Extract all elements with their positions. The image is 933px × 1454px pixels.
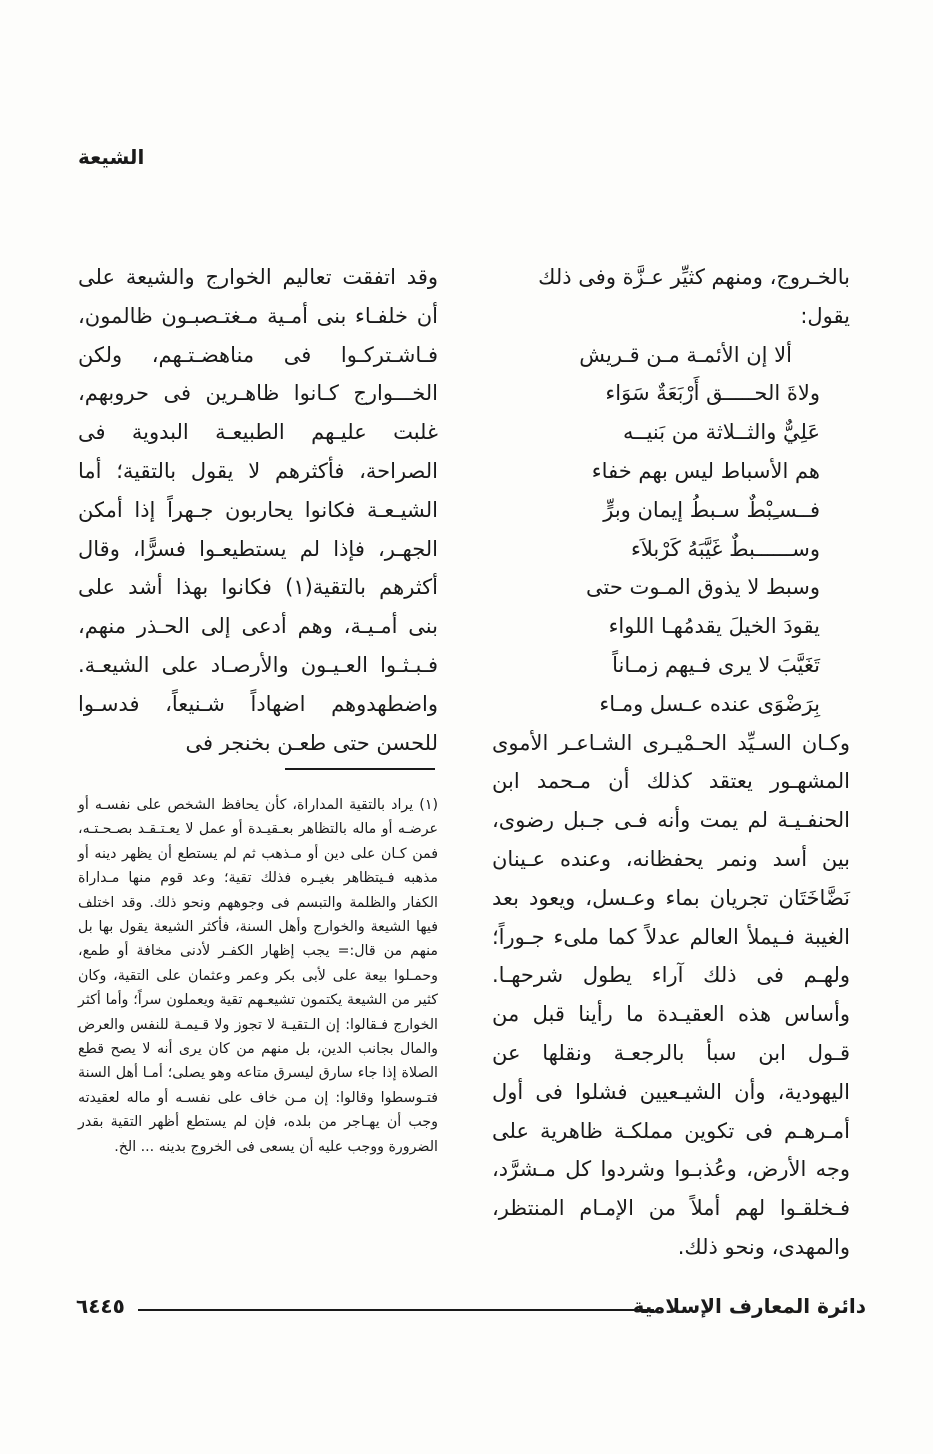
left-column — [78, 258, 438, 762]
poem-line: فــسـِبْطٌ سـبطُ إيمان وبرٍّ — [603, 497, 820, 522]
footnote-separator — [285, 768, 435, 770]
paragraph: وكـان السـيِّد الحـمْيـرى الشـاعـر الأموى المشهـور يعتقد كذلك أن مـحمد ابن الحنفـيـة لم يمت وأنه فـى جـبل رضوى، بين أسد ونمر يحفظانه، وعنده عـينان نَضَّاخَتَان تجريان بماء وعـسل، ويعود بعد الغيبة فـيملأ العالم عدلاً كما ملىء جـوراً؛ ولهـم فى ذلك آراء يطول شرحهـا. وأساس هذه العقيـدة ما رأينا قبل من قـول ابن سبأ بالرجعـة ونقلها عن اليهودية، وأن الشيـعيين فشلوا فى أول أمـرهـم فى تكوين مملكـة ظاهرية على وجه الأرض، وعُذبـوا وشردوا كل مـشرَّد، فـخلقـوا لهم أملاً من الإمـام المنتظر، والمهدى، ونحو ذلك. — [492, 730, 850, 1259]
running-head-title: الشيعة — [78, 145, 145, 169]
footnote — [78, 793, 438, 1159]
intro-line: بالخـروج، ومنهم كثيِّر عـزَّة وفى ذلك — [538, 265, 850, 289]
page-footer — [76, 1292, 866, 1322]
paragraph: وقد اتفقت تعاليم الخوارج والشيعة على أن خلفـاء بنى أمـية مـغتـصبـون ظالمون، فـاشـتركـوا فى مناهضـتـهم، ولكن الخـــوارج كـانوا ظاهـرين فى حروبهم، غلبت عليـهم الطبيعـة البدوية فى الصراحة، فأكثرهم لا يقول بالتقية؛ أما الشيـعـة فكانوا يحاربون جـهراً إذا أمكن الجهـر، فإذا لم يستطيعـوا فسرًّا، وقال أكثرهم بالتقية(١) فكانوا بهذا أشد على بنى أمـيـة، وهم أدعى إلى الحـذر منهم، فـبـثـوا العـيـون والأرصـاد على الشيعـة. واضطهدوهم اضهاداً شـنيعاً، فدسـوا للحسن حتى طعـن بخنجر فى — [78, 265, 438, 755]
poem-line: ألا إن الأئمـة مـن قـريش — [579, 342, 792, 367]
poem-line: تَغَيَّبَ لا يرى فـيهم زمـاناً — [612, 652, 820, 677]
poem-line: هم الأسباط ليس بهم خفاء — [591, 458, 820, 483]
page-number: ٦٤٤٥ — [76, 1294, 125, 1318]
intro-line: يقول: — [800, 303, 850, 328]
poem-line: وســــــبطٌ غَيَّبَهُ كَرْبلاَء — [630, 536, 820, 561]
poem — [492, 336, 850, 724]
running-head — [78, 145, 278, 169]
poem-line: عَلِيٌّ والثــلاثة من بَنيــه — [623, 420, 820, 445]
poem-line: بِرَضْوَى عنده عـسل ومـاء — [599, 691, 820, 716]
footnote-text: (١) يراد بالتقية المداراة، كأن يحافظ الشخص على نفسـه أو عرضـه أو ماله بالتظاهر بعـقيـدة أو عمل لا يعـتـقـد بصـحـتـه، فمن كـان على دين أو مـذهب ثم لم يستطع أن يظهر دينه أو مذهبه فـيتظاهر بغيـره فذلك تقية؛ وعد قوم منها مـداراة الكفار والظلمة والتبسم فى وجوههم ونحو ذلك. وقد اختلف فيها الشيعة والخوارج وأهل السنة، فأكثر الشيعة يقول بها بل منهم من قال:= يجب إظهار الكفـر لأدنى مخافة أو طمع، وحمـلوا بيعة على لأبى بكر وعمر وعثمان على التقية، وكان كثير من الشيعة يكتمون تشيعـهم تقية ويعملون سراً؛ وأما أكثر الخوارج فـقالوا: إن الـتقيـة لا تجوز ولا قـيمـة للنفس والعرض والمال بجانب الدين، بل منهم من كان يرى أنه لا يصح قطع الصلاة إذا جاء سارق ليسرق متاعه وهو يصلى؛ أمـا أهل السنة فتـوسطوا وقالوا: إن مـن خاف على نفسـه أو ماله لعقيدته وجب أن يهـاجر من بلده، فإن لم يستطع أظهر التقية بقدر الضرورة ووجب عليه أن يسعى فى الخروج بدينه ... الخ. — [78, 797, 438, 1155]
publication-title: دائرة المعارف الإسلامية — [632, 1294, 866, 1318]
poem-line: وسبط لا يذوق المـوت حتى — [586, 575, 820, 600]
right-column — [492, 258, 850, 1267]
poem-line: يقودَ الخيلَ يقدمُهـا اللواء — [608, 614, 820, 639]
footer-rule — [138, 1309, 654, 1311]
poem-line: ولاةَ الحـــــق أَرْبَعَةٌ سَوَاء — [605, 381, 820, 406]
